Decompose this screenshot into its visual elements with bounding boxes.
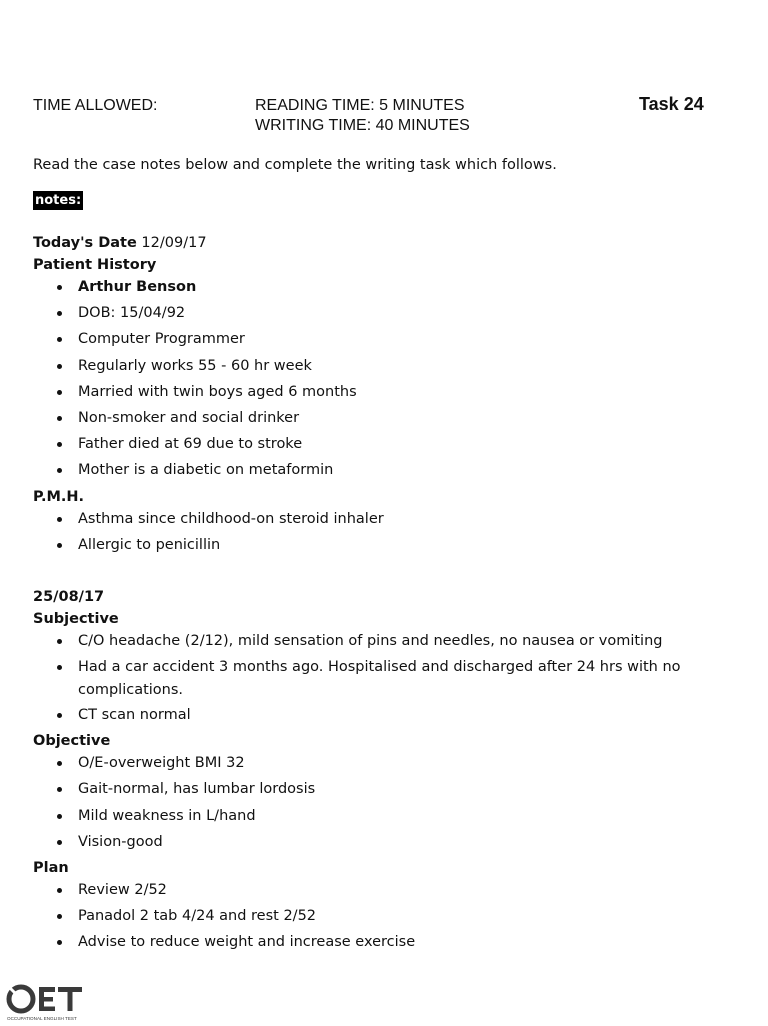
date-label: Today's Date xyxy=(33,235,137,251)
plan-heading: Plan xyxy=(33,860,69,876)
list-item xyxy=(33,656,733,701)
pmh-heading: P.M.H. xyxy=(33,488,85,505)
objective-heading: Objective xyxy=(33,733,111,750)
list-item: O/E-overweight BMI 32 xyxy=(33,752,733,775)
subjective-list xyxy=(33,630,733,727)
oet-logo xyxy=(6,982,96,1022)
list-item-line: complications. xyxy=(78,681,184,698)
plan-list xyxy=(33,879,733,954)
list-item: Review 2/52 xyxy=(33,879,733,902)
patient-history-heading: Patient History xyxy=(33,257,157,273)
writing-time: WRITING TIME: 40 MINUTES xyxy=(255,117,470,134)
subjective-heading: Subjective xyxy=(33,610,119,627)
list-item: Father died at 69 due to stroke xyxy=(33,433,733,456)
list-item: C/O headache (2/12), mild sensation of pins and needles, no nausea or vomiting xyxy=(33,630,733,653)
time-allowed-label: TIME ALLOWED: xyxy=(33,97,158,114)
list-item: Non-smoker and social drinker xyxy=(33,407,733,430)
list-item: Advise to reduce weight and increase exercise xyxy=(33,931,733,954)
visit-date: 25/08/17 xyxy=(33,588,105,605)
list-item: Mother is a diabetic on metaformin xyxy=(33,459,733,482)
instructions: Read the case notes below and complete the writing task which follows. xyxy=(33,157,557,173)
list-item-line: Had a car accident 3 months ago. Hospitalised and discharged after 24 hrs with no xyxy=(78,659,681,676)
list-item: Allergic to penicillin xyxy=(33,534,733,557)
case-notes xyxy=(33,232,733,958)
list-item: Gait-normal, has lumbar lordosis xyxy=(33,778,733,801)
list-item: DOB: 15/04/92 xyxy=(33,302,733,325)
list-item: CT scan normal xyxy=(33,704,733,727)
list-item: Regularly works 55 - 60 hr week xyxy=(33,355,733,378)
reading-time: READING TIME: 5 MINUTES xyxy=(255,97,465,114)
task-number: Task 24 xyxy=(639,94,704,114)
oet-logo-subtext: OCCUPATIONAL ENGLISH TEST xyxy=(7,1016,77,1021)
patient-history-list xyxy=(33,276,733,482)
list-item: Married with twin boys aged 6 months xyxy=(33,381,733,404)
oet-logo-icon xyxy=(6,982,96,1022)
list-item: Mild weakness in L/hand xyxy=(33,805,733,828)
objective-list xyxy=(33,752,733,853)
todays-date xyxy=(33,232,733,254)
list-item: Computer Programmer xyxy=(33,328,733,351)
list-item: Asthma since childhood-on steroid inhaler xyxy=(33,508,733,531)
date-value: 12/09/17 xyxy=(141,235,207,251)
list-item: Panadol 2 tab 4/24 and rest 2/52 xyxy=(33,905,733,928)
pmh-list xyxy=(33,508,733,557)
list-item: Arthur Benson xyxy=(33,276,733,299)
notes-label: notes: xyxy=(35,193,82,208)
time-details xyxy=(255,96,470,136)
list-item: Vision-good xyxy=(33,831,733,854)
